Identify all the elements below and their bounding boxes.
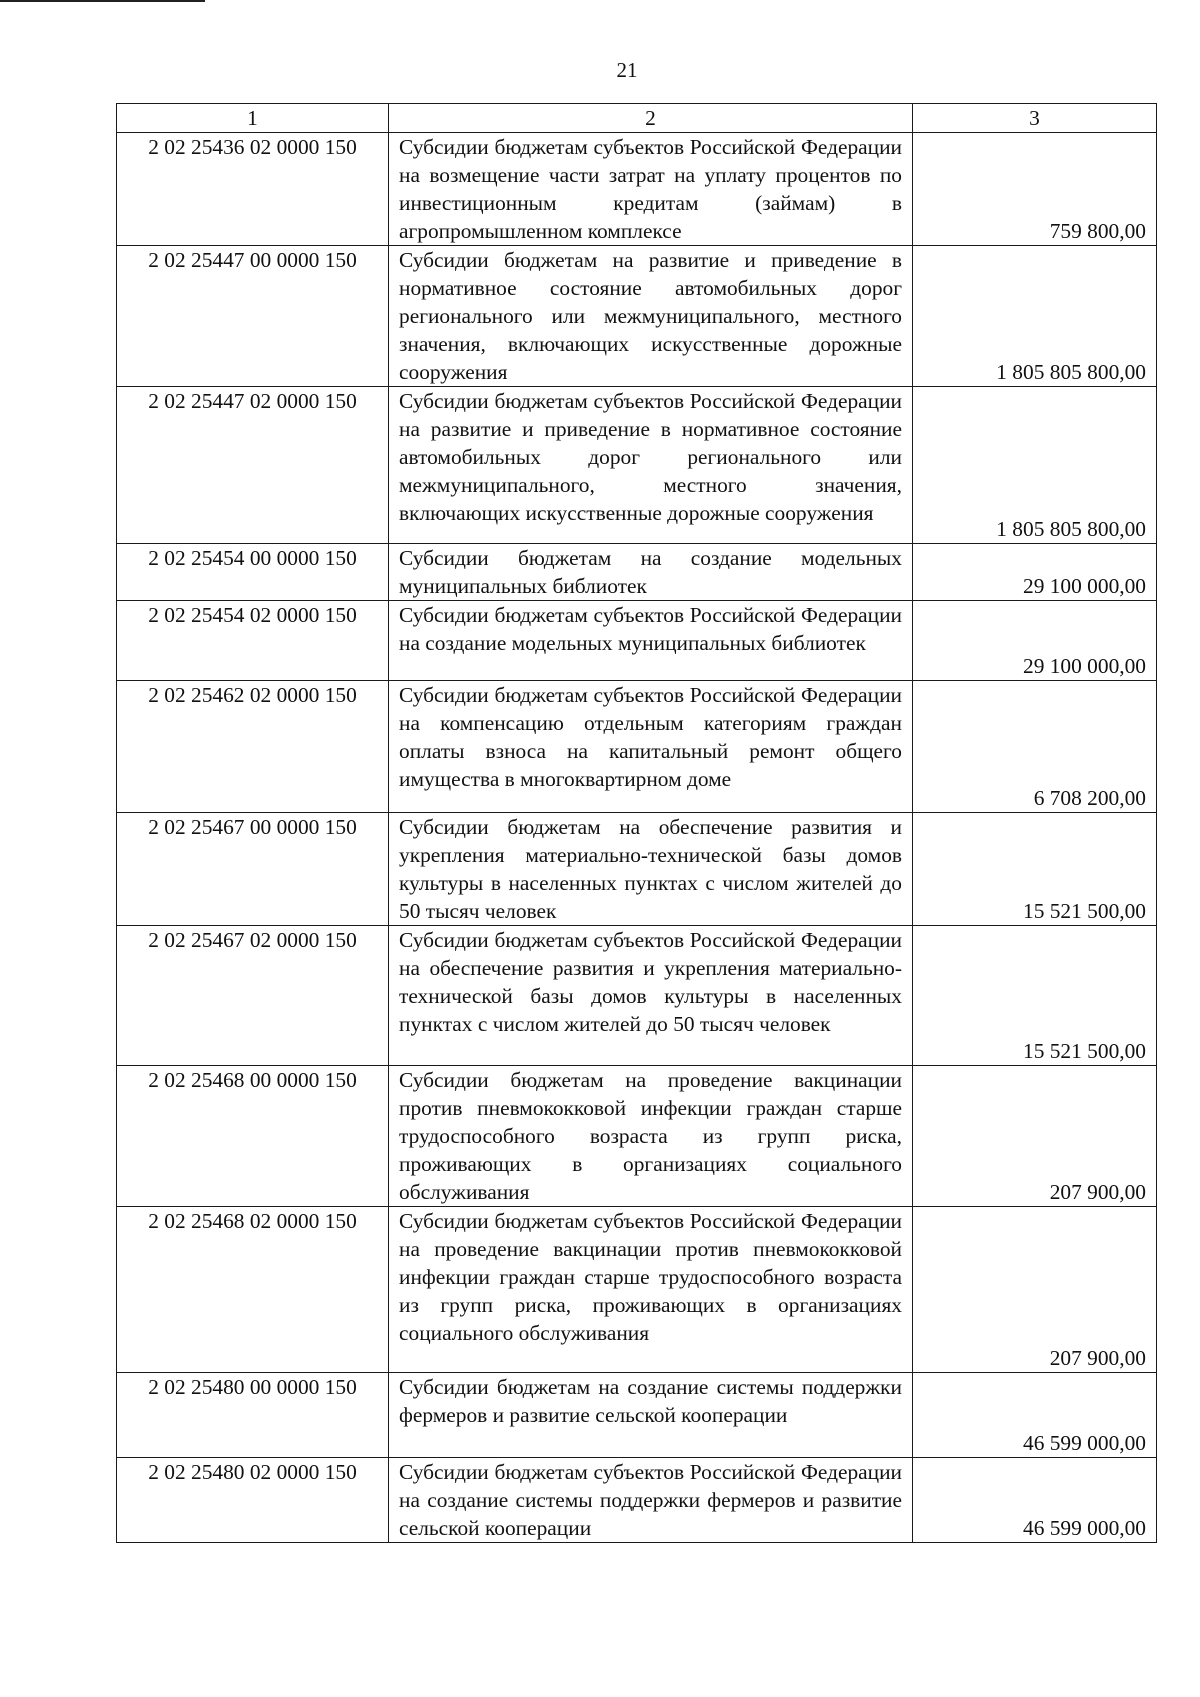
page-number: 21 [616, 58, 638, 82]
table-row [117, 1373, 1157, 1458]
budget-code: 2 02 25436 02 0000 150 [117, 133, 389, 246]
amount: 6 708 200,00 [913, 681, 1157, 813]
column-header-amount: 3 [913, 104, 1157, 133]
budget-code: 2 02 25468 00 0000 150 [117, 1066, 389, 1207]
revenue-name: Субсидии бюджетам на обеспечение развития и укрепления материально-технической базы домов культуры в населенных пунктах с числом жителей до 50 тысяч человек [389, 813, 913, 926]
table-row [117, 926, 1157, 1066]
table-row [117, 813, 1157, 926]
table-row [117, 681, 1157, 813]
revenue-name: Субсидии бюджетам субъектов Российской Федерации на развитие и приведение в нормативное состояние автомобильных дорог регионального или межмуниципального, местного значения, включающих искусственные дорожные сооружения [389, 387, 913, 544]
amount: 29 100 000,00 [913, 544, 1157, 601]
budget-code: 2 02 25454 00 0000 150 [117, 544, 389, 601]
budget-code: 2 02 25480 00 0000 150 [117, 1373, 389, 1458]
revenue-name: Субсидии бюджетам субъектов Российской Федерации на создание системы поддержки фермеров и развитие сельской кооперации [389, 1458, 913, 1543]
revenue-name: Субсидии бюджетам субъектов Российской Федерации на создание модельных муниципальных библиотек [389, 601, 913, 681]
table-row [117, 1207, 1157, 1373]
revenue-name: Субсидии бюджетам субъектов Российской Федерации на проведение вакцинации против пневмококковой инфекции граждан старше трудоспособного возраста из групп риска, проживающих в организациях социального обслуживания [389, 1207, 913, 1373]
header-row [117, 104, 1157, 133]
table-row [117, 1066, 1157, 1207]
amount: 759 800,00 [913, 133, 1157, 246]
amount: 207 900,00 [913, 1207, 1157, 1373]
top-edge-rule [0, 0, 205, 2]
revenue-name: Субсидии бюджетам на проведение вакцинации против пневмококковой инфекции граждан старше трудоспособного возраста из групп риска, проживающих в организациях социального обслуживания [389, 1066, 913, 1207]
amount: 1 805 805 800,00 [913, 387, 1157, 544]
table-row [117, 387, 1157, 544]
table-row [117, 133, 1157, 246]
budget-code: 2 02 25447 00 0000 150 [117, 246, 389, 387]
revenue-name: Субсидии бюджетам субъектов Российской Федерации на обеспечение развития и укрепления материально-технической базы домов культуры в населенных пунктах с числом жителей до 50 тысяч человек [389, 926, 913, 1066]
table-row [117, 1458, 1157, 1543]
budget-code: 2 02 25447 02 0000 150 [117, 387, 389, 544]
budget-code: 2 02 25468 02 0000 150 [117, 1207, 389, 1373]
table-row [117, 601, 1157, 681]
budget-code: 2 02 25467 00 0000 150 [117, 813, 389, 926]
amount: 46 599 000,00 [913, 1458, 1157, 1543]
revenue-name: Субсидии бюджетам на создание модельных муниципальных библиотек [389, 544, 913, 601]
revenue-name: Субсидии бюджетам субъектов Российской Федерации на возмещение части затрат на уплату процентов по инвестиционным кредитам (займам) в агропромышленном комплексе [389, 133, 913, 246]
amount: 15 521 500,00 [913, 926, 1157, 1066]
budget-code: 2 02 25454 02 0000 150 [117, 601, 389, 681]
budget-code: 2 02 25467 02 0000 150 [117, 926, 389, 1066]
revenue-name: Субсидии бюджетам на развитие и приведение в нормативное состояние автомобильных дорог регионального или межмуниципального, местного значения, включающих искусственные дорожные сооружения [389, 246, 913, 387]
amount: 1 805 805 800,00 [913, 246, 1157, 387]
column-header-code: 1 [117, 104, 389, 133]
revenue-name: Субсидии бюджетам субъектов Российской Федерации на компенсацию отдельным категориям граждан оплаты взноса на капитальный ремонт общего имущества в многоквартирном доме [389, 681, 913, 813]
table-row [117, 246, 1157, 387]
budget-code: 2 02 25480 02 0000 150 [117, 1458, 389, 1543]
budget-revenue-table [116, 103, 1157, 1543]
table-row [117, 544, 1157, 601]
amount: 29 100 000,00 [913, 601, 1157, 681]
amount: 15 521 500,00 [913, 813, 1157, 926]
amount: 207 900,00 [913, 1066, 1157, 1207]
amount: 46 599 000,00 [913, 1373, 1157, 1458]
column-header-name: 2 [389, 104, 913, 133]
budget-code: 2 02 25462 02 0000 150 [117, 681, 389, 813]
revenue-name: Субсидии бюджетам на создание системы поддержки фермеров и развитие сельской кооперации [389, 1373, 913, 1458]
